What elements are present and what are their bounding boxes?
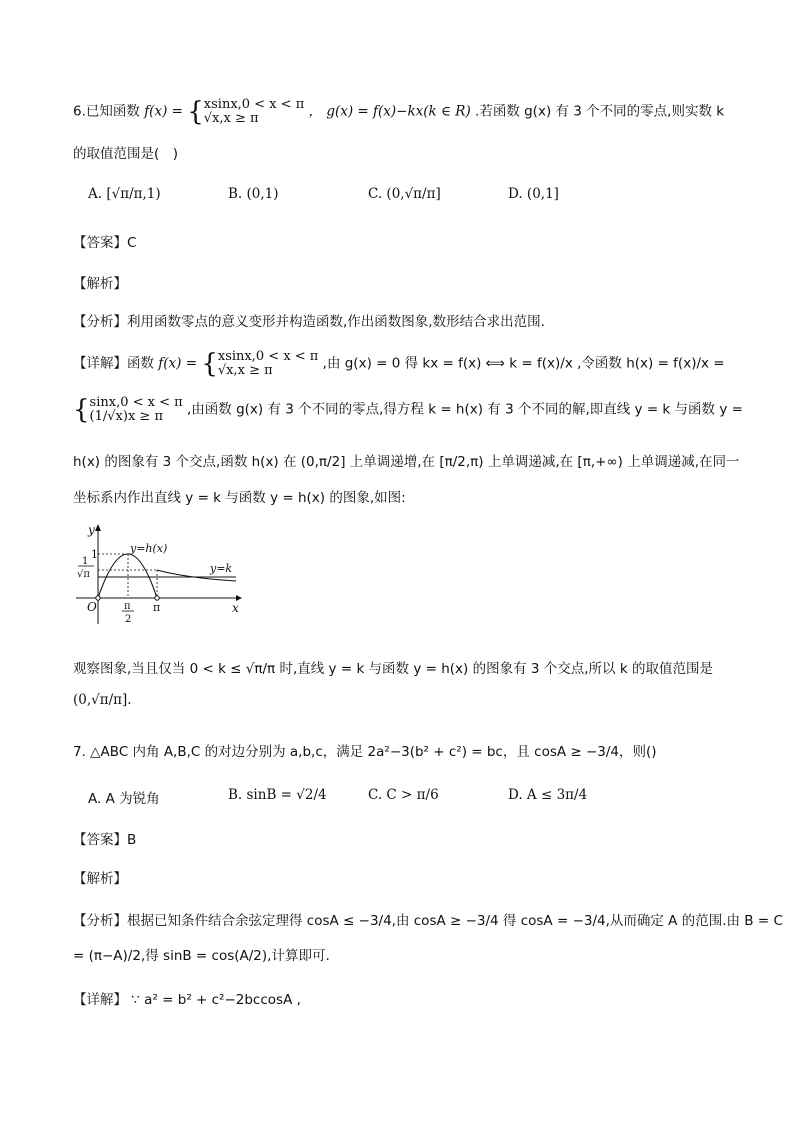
q6-stem-line2: 的取值范围是( ): [73, 146, 179, 162]
label-h: y=h(x): [130, 542, 168, 555]
q6-option-a: A. [√π/π,1): [88, 186, 161, 202]
q7-option-a: A. A 为锐角: [88, 791, 160, 807]
q6-f-cases: [204, 98, 304, 126]
q7-xiangjie: 【详解】 ∵ a² = b² + c²−2bccosA ,: [73, 992, 301, 1008]
q6-case2: √x,x ≥ π: [203, 111, 259, 126]
open-point-origin: [96, 596, 100, 600]
q6-func-f: f(x) =: [144, 103, 183, 120]
q6-option-d: D. (0,1]: [508, 186, 559, 202]
q6-xiangjie-line2: { sinx,0 < x < π (1/√x)x ≥ π ,由函数 g(x) 有 3 个不同的零点,得方程 k = h(x) 有 3 个不同的解,即直线 y = k 与函数 y =: [73, 395, 743, 425]
q7-fenxi-1: 【分析】根据已知条件结合余弦定理得 cosA ≤ −3/4,由 cosA ≥ −3/4 得 cosA = −3/4,从而确定 A 的范围.由 B = C: [73, 913, 783, 929]
label-one: 1: [91, 548, 98, 561]
tick-half-pi-den: 2: [125, 614, 132, 625]
q6-xiangjie-2: ,由函数 g(x) 有 3 个不同的零点,得方程 k = h(x) 有 3 个不同的解,即直线 y = k 与函数 y =: [186, 401, 743, 418]
q7-answer: 【答案】B: [73, 832, 137, 848]
q6-stem-tail: .若函数 g(x) 有 3 个不同的零点,则实数 k: [475, 103, 725, 120]
q7-options: [88, 787, 648, 807]
q6-answer: 【答案】C: [73, 235, 137, 251]
tick-pi: π: [153, 601, 161, 614]
q6-analysis-label: 【解析】: [73, 276, 127, 292]
q6-conclusion-2: (0,√π/π].: [73, 692, 132, 708]
q6-xiangjie-lead: 【详解】函数: [73, 355, 154, 372]
q6-xiangjie-3: h(x) 的图象有 3 个交点,函数 h(x) 在 (0,π/2] 上单调递增,在 [π/2,π) 上单调递减,在 [π,+∞) 上单调递减,在同一: [73, 454, 740, 470]
q6-graph: [74, 520, 254, 630]
q6-xiangjie-line1: 【详解】函数 f(x) = { xsinx,0 < x < π √x,x ≥ π ,由 g(x) = 0 得 kx = f(x) ⟺ k = f(x)/x ,令函数 h(x) = f(x)/x =: [73, 349, 725, 379]
q6-options: [88, 186, 648, 202]
q6-func-g: ， g(x) = f(x)−kx(k ∈ R): [308, 103, 471, 120]
q6-h-cases: [90, 396, 183, 424]
q6-stem-lead: 6.已知函数: [73, 103, 140, 120]
q7-option-b: B. sinB = √2/4: [228, 787, 327, 803]
q6-h-case1: sinx,0 < x < π: [89, 395, 183, 410]
label-inv-sqrt-pi-num: 1: [82, 556, 89, 567]
tick-half-pi-num: π: [124, 601, 131, 612]
q7-option-c: C. C > π/6: [368, 787, 439, 803]
origin-label: O: [87, 600, 97, 614]
q6-fenxi: 【分析】利用函数零点的意义变形并构造函数,作出函数图象,数形结合求出范围.: [73, 314, 545, 330]
x-axis-label: x: [232, 601, 239, 615]
q6-h-case2: (1/√x)x ≥ π: [89, 409, 163, 424]
q6-option-b: B. (0,1): [228, 186, 279, 202]
q6-case1: xsinx,0 < x < π: [203, 97, 305, 112]
q7-fenxi-2: = (π−A)/2,得 sinB = cos(A/2),计算即可.: [73, 948, 330, 964]
q7-analysis-label: 【解析】: [73, 871, 127, 887]
q6-conclusion-1: 观察图象,当且仅当 0 < k ≤ √π/π 时,直线 y = k 与函数 y = h(x) 的图象有 3 个交点,所以 k 的取值范围是: [73, 661, 713, 677]
y-axis-arrow: [95, 524, 101, 531]
q6-option-c: C. (0,√π/π]: [368, 186, 441, 202]
q7-stem: 7. △ABC 内角 A,B,C 的对边分别为 a,b,c，满足 2a²−3(b² + c²) = bc，且 cosA ≥ −3/4，则(): [73, 744, 657, 760]
q7-option-d: D. A ≤ 3π/4: [508, 787, 588, 803]
q6-xiangjie-4: 坐标系内作出直线 y = k 与函数 y = h(x) 的图象,如图:: [73, 490, 406, 506]
curve-h-sin: [98, 554, 157, 598]
label-inv-sqrt-pi-den: √π: [77, 569, 90, 580]
y-axis-label: y: [88, 523, 95, 537]
q6-stem-line1: 6.已知函数 f(x) = { xsinx,0 < x < π √x,x ≥ π ， g(x) = f(x)−kx(k ∈ R) .若函数 g(x) 有 3 个不同的零点,则实数 k: [73, 97, 725, 127]
open-point-pi: [155, 596, 159, 600]
label-k: y=k: [210, 562, 233, 575]
q6-xiangjie-1b: ,由 g(x) = 0 得 kx = f(x) ⟺ k = f(x)/x ,令函数 h(x) = f(x)/x =: [322, 355, 725, 372]
